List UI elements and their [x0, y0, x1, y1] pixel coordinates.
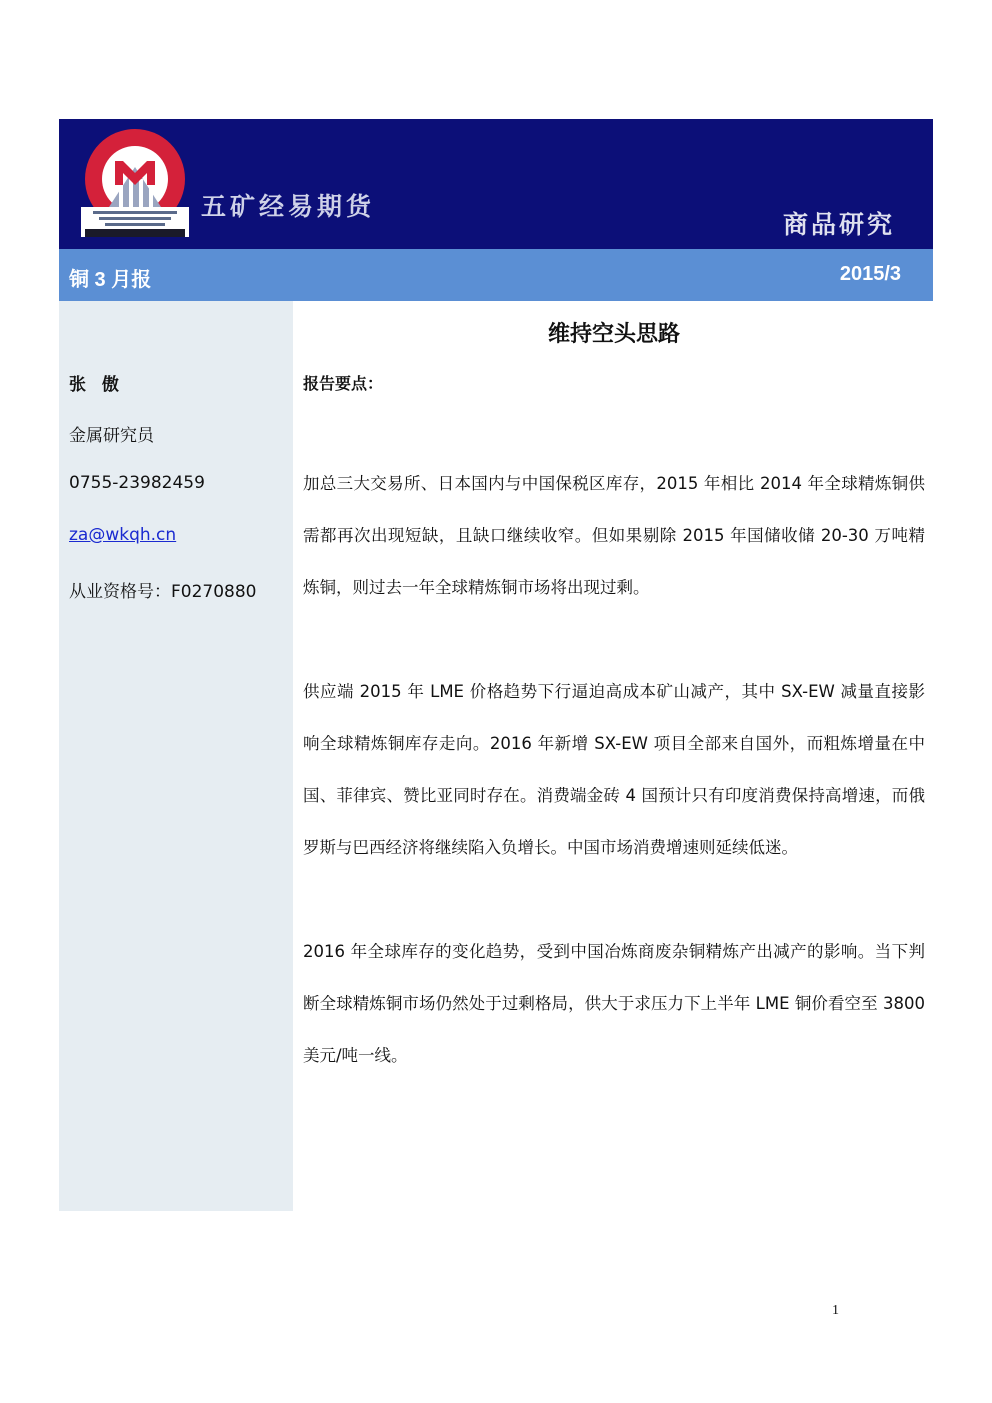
report-headline: 维持空头思路 [547, 322, 680, 347]
report-name: 铜 3 月报 [69, 269, 152, 291]
author-license: 从业资格号：F0270880 [69, 582, 257, 602]
author-phone: 0755-23982459 [69, 473, 205, 493]
author-title: 金属研究员 [69, 426, 154, 446]
minmetals-logo [79, 127, 191, 239]
paragraph-3: 2016 年全球库存的变化趋势，受到中国冶炼商废杂铜精炼产出减产的影响。当下判断全球精炼铜市场仍然处于过剩格局，供大于求压力下上半年 LME 铜价看空至 3800 美元/吨一线。 [303, 942, 925, 1065]
division-label: 商品研究 [782, 210, 895, 239]
report-date: 2015/3 [839, 263, 901, 285]
paragraph-2: 供应端 2015 年 LME 价格趋势下行逼迫高成本矿山减产，其中 SX-EW 减量直接影响全球精炼铜库存走向。2016 年新增 SX-EW 项目全部来自国外，而粗炼增量在中国、菲律宾、赞比亚同时存在。消费端金砖 4 国预计只有印度消费保持高增速，而俄罗斯与巴西经济将继续陷入负增长。中国市场消费增速则延续低迷。 [303, 682, 925, 857]
paragraph-1: 加总三大交易所、日本国内与中国保税区库存，2015 年相比 2014 年全球精炼铜供需都再次出现短缺，且缺口继续收窄。但如果剔除 2015 年国储收储 20-30 万吨精炼铜，则过去一年全球精炼铜市场将出现过剩。 [303, 474, 925, 597]
key-points-heading: 报告要点： [303, 374, 384, 393]
author-name: 张 傲 [69, 375, 124, 395]
page-number: 1 [832, 1303, 839, 1318]
report-title-bar [59, 249, 933, 301]
header-banner [59, 119, 933, 249]
company-name: 五矿经易期货 [201, 192, 376, 221]
author-sidebar [59, 301, 293, 1211]
author-email-link[interactable]: za@wkqh.cn [69, 525, 177, 545]
